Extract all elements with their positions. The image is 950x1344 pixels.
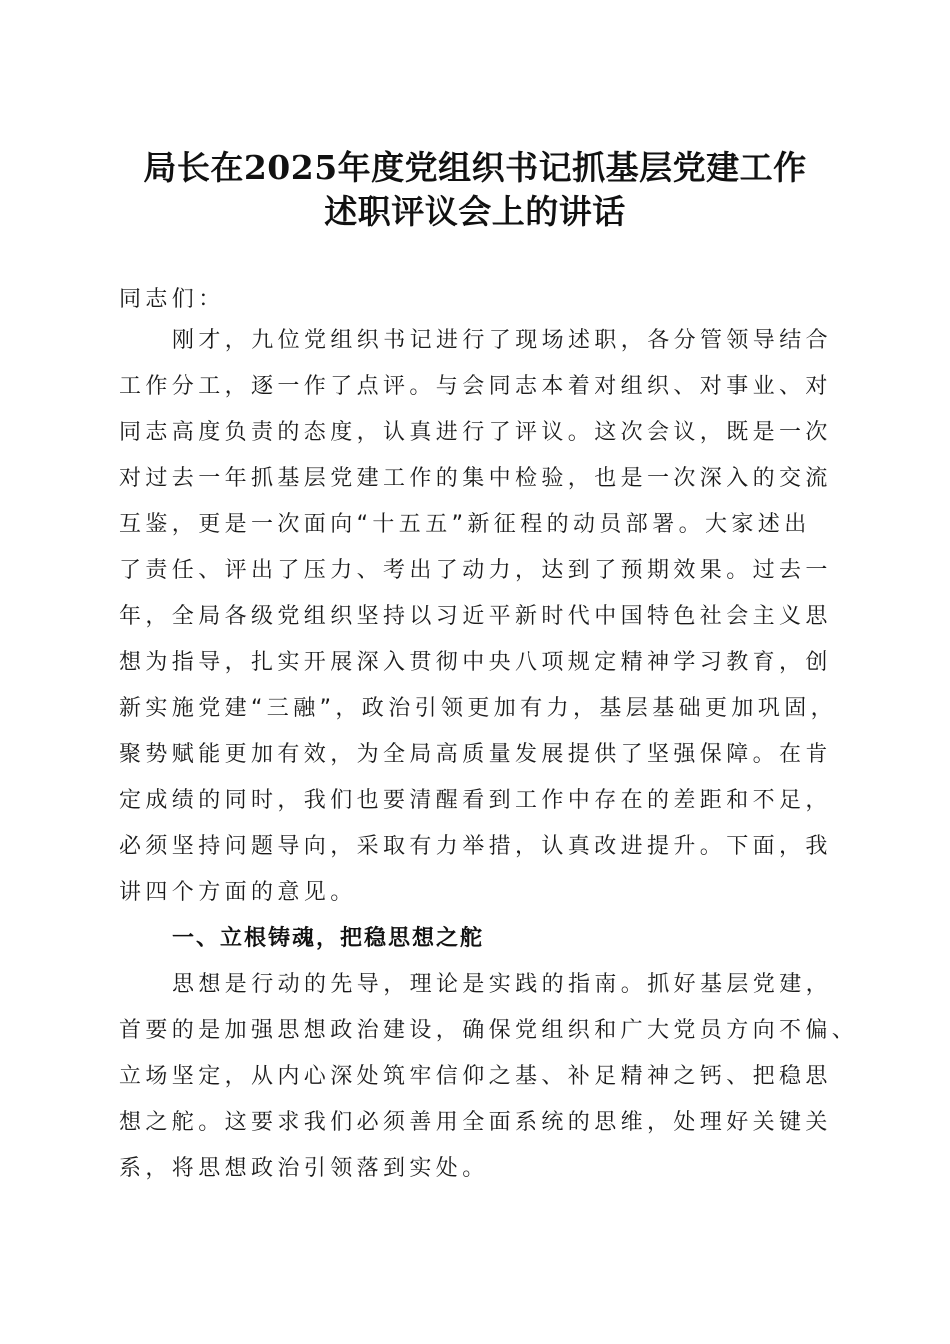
document-title-line-1: 局长在2025年度党组织书记抓基层党建工作 [143,148,807,187]
paragraph-line: 新实施党建“三融”，政治引领更加有力，基层基础更加巩固， [119,696,837,721]
paragraph-line: 想之舵。这要求我们必须善用全面系统的思维，处理好关键关 [119,1110,832,1135]
paragraph-line: 年，全局各级党组织坚持以习近平新时代中国特色社会主义思 [119,604,832,629]
paragraph-line: 必须坚持问题导向，采取有力举措，认真改进提升。下面，我 [119,834,832,859]
paragraph-line: 对过去一年抓基层党建工作的集中检验，也是一次深入的交流 [119,466,832,491]
paragraph-line: 定成绩的同时，我们也要清醒看到工作中存在的差距和不足， [119,788,832,813]
paragraph-line: 了责任、评出了压力、考出了动力，达到了预期效果。过去一 [119,558,832,583]
salutation: 同志们： [119,287,225,312]
paragraph-line: 思想是行动的先导，理论是实践的指南。抓好基层党建， [172,972,833,997]
paragraph-line: 聚势赋能更加有效，为全局高质量发展提供了坚强保障。在肯 [119,742,832,767]
paragraph-line: 首要的是加强思想政治建设，确保党组织和广大党员方向不偏、 [119,1018,859,1043]
paragraph-line: 同志高度负责的态度，认真进行了评议。这次会议，既是一次 [119,420,832,445]
paragraph-line: 互鉴，更是一次面向“十五五”新征程的动员部署。大家述出 [119,512,811,537]
paragraph-line: 讲四个方面的意见。 [119,880,357,905]
paragraph-line: 系，将思想政治引领落到实处。 [119,1156,489,1181]
paragraph-line: 立场坚定，从内心深处筑牢信仰之基、补足精神之钙、把稳思 [119,1064,832,1089]
document-title-line-2: 述职评议会上的讲话 [324,192,626,231]
paragraph-line: 工作分工，逐一作了点评。与会同志本着对组织、对事业、对 [119,374,832,399]
section-heading: 一、立根铸魂，把稳思想之舵 [172,926,485,951]
paragraph-line: 刚才，九位党组织书记进行了现场述职，各分管领导结合 [172,328,833,353]
paragraph-line: 想为指导，扎实开展深入贯彻中央八项规定精神学习教育，创 [119,650,832,675]
